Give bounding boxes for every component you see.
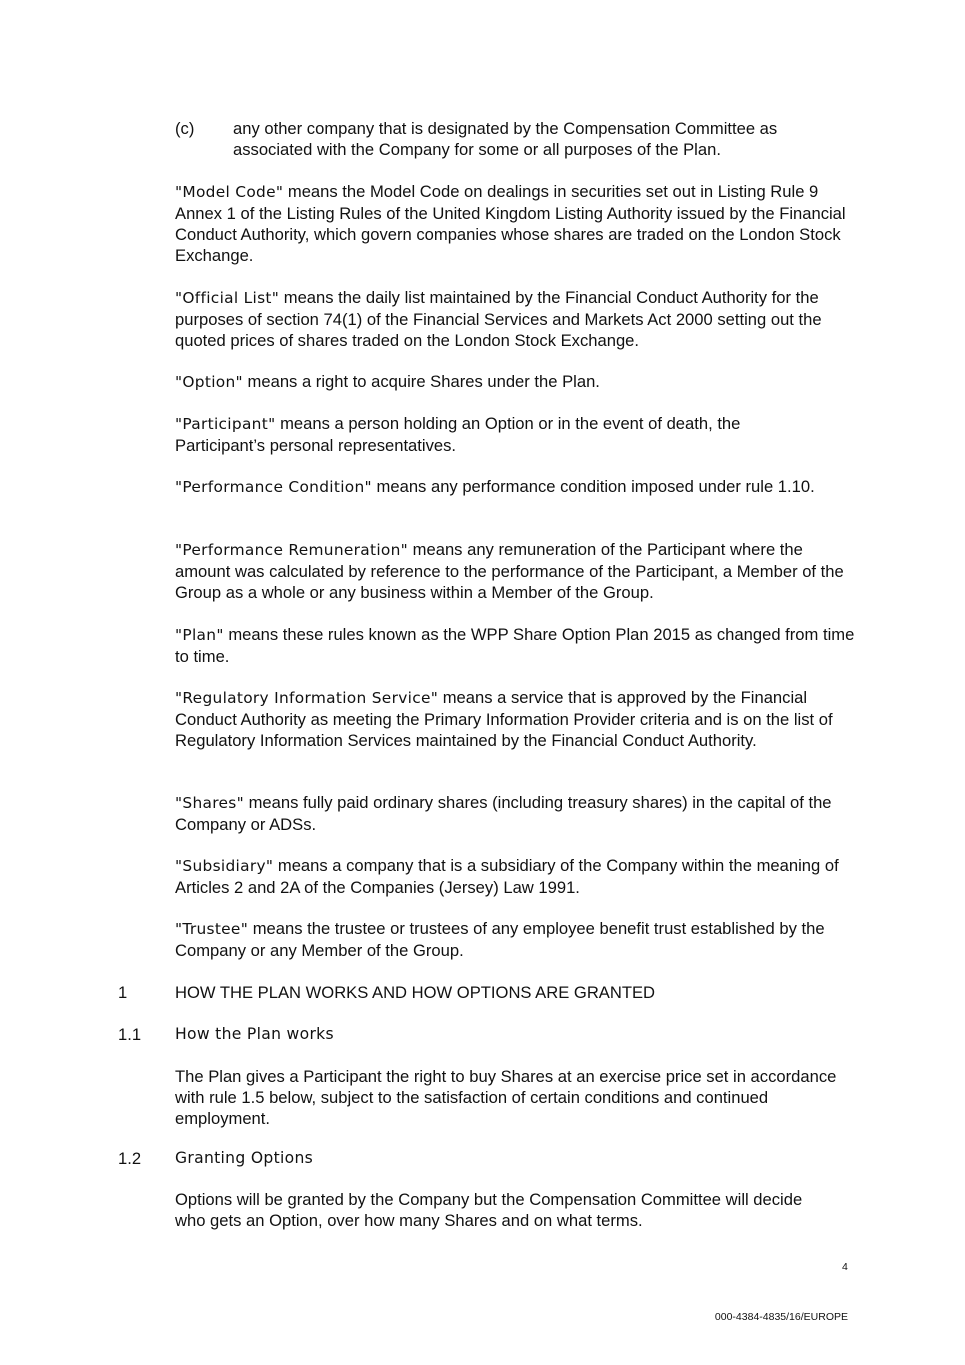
definition-term: "Model Code" [175, 183, 284, 201]
definition-plan [175, 624, 855, 667]
definition-term: "Trustee" [175, 920, 249, 938]
definition-text: means a company that is a subsidiary of the Company within the meaning of Articles 2 and 2A of the Companies (Jersey) Law 1991. [175, 856, 839, 897]
definition-text: means the trustee or trustees of any employee benefit trust established by the Company or any Member of the Group. [175, 919, 825, 960]
document-reference: 000-4384-4835/16/EUROPE [714, 1311, 848, 1323]
definition-term: "Official List" [175, 289, 280, 307]
definition-text: means any performance condition imposed under rule 1.10. [371, 477, 815, 496]
definition-term: "Subsidiary" [175, 857, 274, 875]
page-number: 4 [842, 1261, 848, 1273]
definition-trustee [175, 918, 860, 961]
definition-option [175, 371, 855, 393]
section-1-title: HOW THE PLAN WORKS AND HOW OPTIONS ARE GRANTED [175, 983, 656, 1002]
definition-model-code [175, 181, 855, 266]
definition-participant [175, 413, 835, 456]
definition-term: "Plan" [175, 626, 224, 644]
section-1-number: 1 [118, 983, 128, 1002]
definition-text: means the Model Code on dealings in securities set out in Listing Rule 9 Annex 1 of the Listing Rules of the United Kingdom Listing Authority issued by the Financial Conduct Authority, which govern companies whose shares are traded on the London Stock Exchange. [175, 182, 846, 265]
definition-text: means any remuneration of the Participant where the amount was calculated by reference to the performance of the Participant, a Member of the Group as a whole or any business within a Member of the Group. [175, 540, 844, 602]
subsection-1-1-body: The Plan gives a Participant the right to buy Shares at an exercise price set in accordance with rule 1.5 below, subject to the satisfaction of certain conditions and continued employment. [175, 1067, 837, 1128]
definition-regulatory-information-service [175, 687, 855, 751]
subsection-1-2-title: Granting Options [175, 1149, 314, 1167]
definition-text: means the daily list maintained by the Financial Conduct Authority for the purposes of section 74(1) of the Financial Services and Markets Act 2000 setting out the quoted prices of shares traded on the London Stock Exchange. [175, 288, 822, 350]
definition-term: "Participant" [175, 415, 276, 433]
definition-shares [175, 792, 855, 835]
subsection-1-1-number: 1.1 [118, 1025, 142, 1044]
definition-text: means a service that is approved by the Financial Conduct Authority as meeting the Primary Information Provider criteria and is on the list of Regulatory Information Services maintained by the Financial Conduct Authority. [175, 688, 833, 750]
definition-term: "Regulatory Information Service" [175, 689, 439, 707]
definition-text: means fully paid ordinary shares (including treasury shares) in the capital of the Company or ADSs. [175, 793, 832, 834]
clause-c-text: any other company that is designated by the Compensation Committee as associated with the Company for some or all purposes of the Plan. [233, 119, 778, 159]
definition-text: means a person holding an Option or in the event of death, the Participant’s personal representatives. [175, 414, 741, 455]
definition-term: "Shares" [175, 794, 244, 812]
clause-c-label: (c) [175, 119, 195, 138]
definition-term: "Option" [175, 373, 243, 391]
subsection-1-2-body: Options will be granted by the Company but the Compensation Committee will decide who gets an Option, over how many Shares and on what terms. [175, 1190, 803, 1230]
definition-term: "Performance Remuneration" [175, 541, 409, 559]
subsection-1-2-number: 1.2 [118, 1149, 142, 1168]
definition-performance-condition [175, 476, 845, 498]
definition-term: "Performance Condition" [175, 478, 372, 496]
definition-official-list [175, 287, 855, 351]
subsection-1-1-title: How the Plan works [175, 1025, 334, 1043]
definition-subsidiary [175, 855, 855, 898]
definition-text: means these rules known as the WPP Share Option Plan 2015 as changed from time to time. [175, 625, 855, 666]
definition-performance-remuneration [175, 539, 855, 603]
definition-text: means a right to acquire Shares under the Plan. [242, 372, 600, 391]
